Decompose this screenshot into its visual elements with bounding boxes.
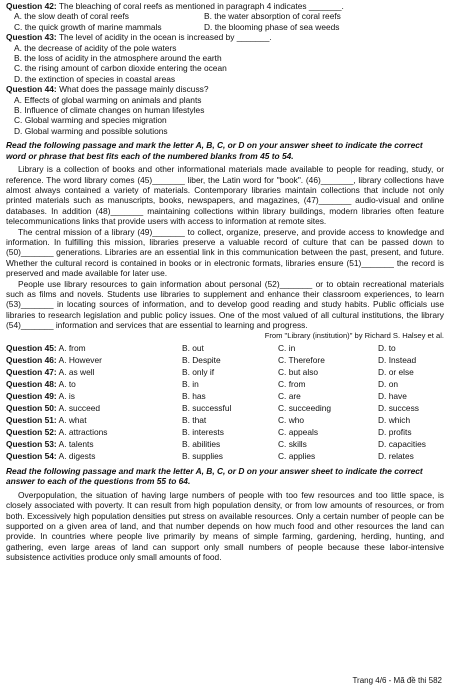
answer-c: C. from bbox=[278, 379, 306, 389]
question-title: Question 43: bbox=[6, 32, 57, 43]
answer-b: B. that bbox=[182, 415, 207, 425]
answer-a: A. However bbox=[58, 355, 102, 365]
answer-c: C. Therefore bbox=[278, 355, 325, 365]
answer-row-start bbox=[6, 438, 182, 450]
answer-b: B. out bbox=[182, 343, 204, 353]
answer-label: Question 47: bbox=[6, 367, 57, 377]
answer-b: B. has bbox=[182, 391, 206, 401]
answer-row-start bbox=[6, 390, 182, 402]
answer-d: D. Instead bbox=[378, 355, 417, 365]
option-d: D. the blooming phase of sea weeds bbox=[204, 21, 340, 32]
instruction-55-64: Read the following passage and mark the letter A, B, C, or D on your answer sheet to indicate the correct answer to each of the questions from 55 to 64. bbox=[6, 466, 423, 487]
answer-d: D. relates bbox=[378, 451, 414, 461]
passage-paragraph: Library is a collection of books and other informational materials made available to people for reading, study, or reference. The word library comes (45)_______ liber, the Latin word for "book". (46)_______, library collections have almost always contained a variety of materials. Contemporary libraries maintain collections that include not only printed materials such as manuscripts, books, newspapers, and magazines, (47)_______ audio-visual and online databases. In addition (48)_______ maintaining collections within library buildings, modern libraries often feature telecommunications links that provide users with access to information at remote sites. bbox=[6, 164, 444, 227]
answer-row-start bbox=[6, 450, 182, 462]
answer-c: C. are bbox=[278, 391, 301, 401]
answer-c: C. skills bbox=[278, 439, 307, 449]
passage-source: From "Library (institution)" by Richard S. Halsey et al. bbox=[264, 330, 444, 340]
passage-paragraph: People use library resources to gain information about personal (52)_______ or to obtain recreational materials such as films and novels. Students use libraries to supplement and enhance their classroom experiences, to learn (53)_______ in locating sources of information, and to develop good reading and study habits. Public officials use libraries to research legislation and public policy issues. One of the most valued of all cultural institutions, the library (54)_______ information and services that are essential to learning and progress. bbox=[6, 278, 444, 331]
answer-row-start bbox=[6, 414, 182, 426]
answer-row-start bbox=[6, 402, 182, 414]
answer-b: B. interests bbox=[182, 427, 224, 437]
option-d: D. the extinction of species in coastal areas bbox=[14, 73, 176, 84]
answer-a: A. attractions bbox=[58, 427, 108, 437]
question-stem: The level of acidity in the ocean is increased by _______. bbox=[58, 32, 272, 43]
answer-b: B. supplies bbox=[182, 451, 223, 461]
option-c: C. the quick growth of marine mammals bbox=[14, 21, 162, 32]
answer-d: D. have bbox=[378, 391, 407, 401]
answer-c: C. in bbox=[278, 343, 296, 353]
answer-a: A. succeed bbox=[58, 403, 101, 413]
answer-d: D. on bbox=[378, 379, 399, 389]
option-b: B. the loss of acidity in the atmosphere around the earth bbox=[14, 53, 222, 64]
answer-row-start bbox=[6, 378, 182, 390]
answer-d: D. to bbox=[378, 343, 396, 353]
answer-label: Question 49: bbox=[6, 391, 57, 401]
answer-label: Question 52: bbox=[6, 427, 57, 437]
answer-c: C. succeeding bbox=[278, 403, 332, 413]
option-a: A. the decrease of acidity of the pole waters bbox=[14, 42, 177, 53]
question-stem: The bleaching of coral reefs as mentioned in paragraph 4 indicates _______. bbox=[58, 1, 344, 11]
question-43 bbox=[6, 32, 444, 84]
answer-a: A. to bbox=[58, 379, 76, 389]
answer-d: D. which bbox=[378, 415, 411, 425]
answer-a: A. from bbox=[58, 343, 86, 353]
answer-b: B. only if bbox=[182, 367, 215, 377]
answer-label: Question 54: bbox=[6, 451, 57, 461]
option-a: A. Effects of global warming on animals and plants bbox=[14, 94, 202, 105]
answer-grid bbox=[6, 342, 444, 462]
instruction-45-54: Read the following passage and mark the letter A, B, C, or D on your answer sheet to indicate the correct word or phrase that best fits each of the numbered blanks from 45 to 54. bbox=[6, 140, 423, 161]
answer-label: Question 51: bbox=[6, 415, 57, 425]
answer-c: C. applies bbox=[278, 451, 316, 461]
option-b: B. the water absorption of coral reefs bbox=[204, 11, 341, 22]
question-stem: What does the passage mainly discuss? bbox=[59, 84, 209, 95]
question-44 bbox=[6, 84, 444, 136]
answer-b: B. in bbox=[182, 379, 199, 389]
question-title: Question 42: bbox=[6, 1, 57, 11]
option-b: B. Influence of climate changes on human lifestyles bbox=[14, 105, 205, 116]
exam-page bbox=[6, 1, 444, 563]
answer-b: B. successful bbox=[182, 403, 232, 413]
answer-row-start bbox=[6, 354, 182, 366]
answer-a: A. digests bbox=[58, 451, 96, 461]
answer-row-start bbox=[6, 342, 182, 354]
question-title: Question 44: bbox=[6, 84, 57, 95]
answer-c: C. who bbox=[278, 415, 305, 425]
answer-label: Question 50: bbox=[6, 403, 57, 413]
answer-label: Question 48: bbox=[6, 379, 57, 389]
answer-label: Question 45: bbox=[6, 343, 57, 353]
answer-d: D. capacities bbox=[378, 439, 426, 449]
answer-label: Question 53: bbox=[6, 439, 57, 449]
question-42 bbox=[6, 1, 444, 32]
option-a: A. the slow death of coral reefs bbox=[14, 11, 129, 22]
answer-d: D. success bbox=[378, 403, 419, 413]
answer-b: B. Despite bbox=[182, 355, 221, 365]
option-c: C. Global warming and species migration bbox=[14, 115, 167, 126]
option-c: C. the rising amount of carbon dioxide entering the ocean bbox=[14, 63, 227, 74]
answer-a: A. talents bbox=[58, 439, 94, 449]
page-footer: Trang 4/6 - Mã đề thi 582 bbox=[352, 675, 442, 685]
answer-b: B. abilities bbox=[182, 439, 221, 449]
answer-d: D. profits bbox=[378, 427, 412, 437]
passage-paragraph: Overpopulation, the situation of having large numbers of people with too few resources and too little space, is closely associated with poverty. It can result from high population density, or from low amounts of resources, or from both. Excessively high population densities put stress on available resources. Only a certain number of people can be supported on a given area of land, and that number depends on how much food and other resources the land can provide. In countries where people live primarily by means of simple farming, gardening, herding, hunting, and gathering, even large areas of land can support only small numbers of people because these labor-intensive subsistence activities produce only small amounts of food. bbox=[6, 489, 444, 563]
answer-label: Question 46: bbox=[6, 355, 57, 365]
passage-paragraph: The central mission of a library (49)_______ to collect, organize, preserve, and provide access to knowledge and information. In fulfilling this mission, libraries preserve a valuable record of culture that can be passed down to (50)_______ generations. Libraries are an essential link in this communication between the past, present, and future. Whether the cultural record is contained in books or in electronic formats, libraries ensure (51)_______ the record is preserved and made available for later use. bbox=[6, 226, 444, 279]
option-d: D. Global warming and possible solutions bbox=[14, 125, 168, 136]
answer-row-start bbox=[6, 426, 182, 438]
answer-c: C. but also bbox=[278, 367, 319, 377]
answer-a: A. is bbox=[58, 391, 75, 401]
answer-d: D. or else bbox=[378, 367, 414, 377]
answer-c: C. appeals bbox=[278, 427, 319, 437]
answer-a: A. what bbox=[58, 415, 87, 425]
answer-a: A. as well bbox=[58, 367, 95, 377]
answer-row-start bbox=[6, 366, 182, 378]
